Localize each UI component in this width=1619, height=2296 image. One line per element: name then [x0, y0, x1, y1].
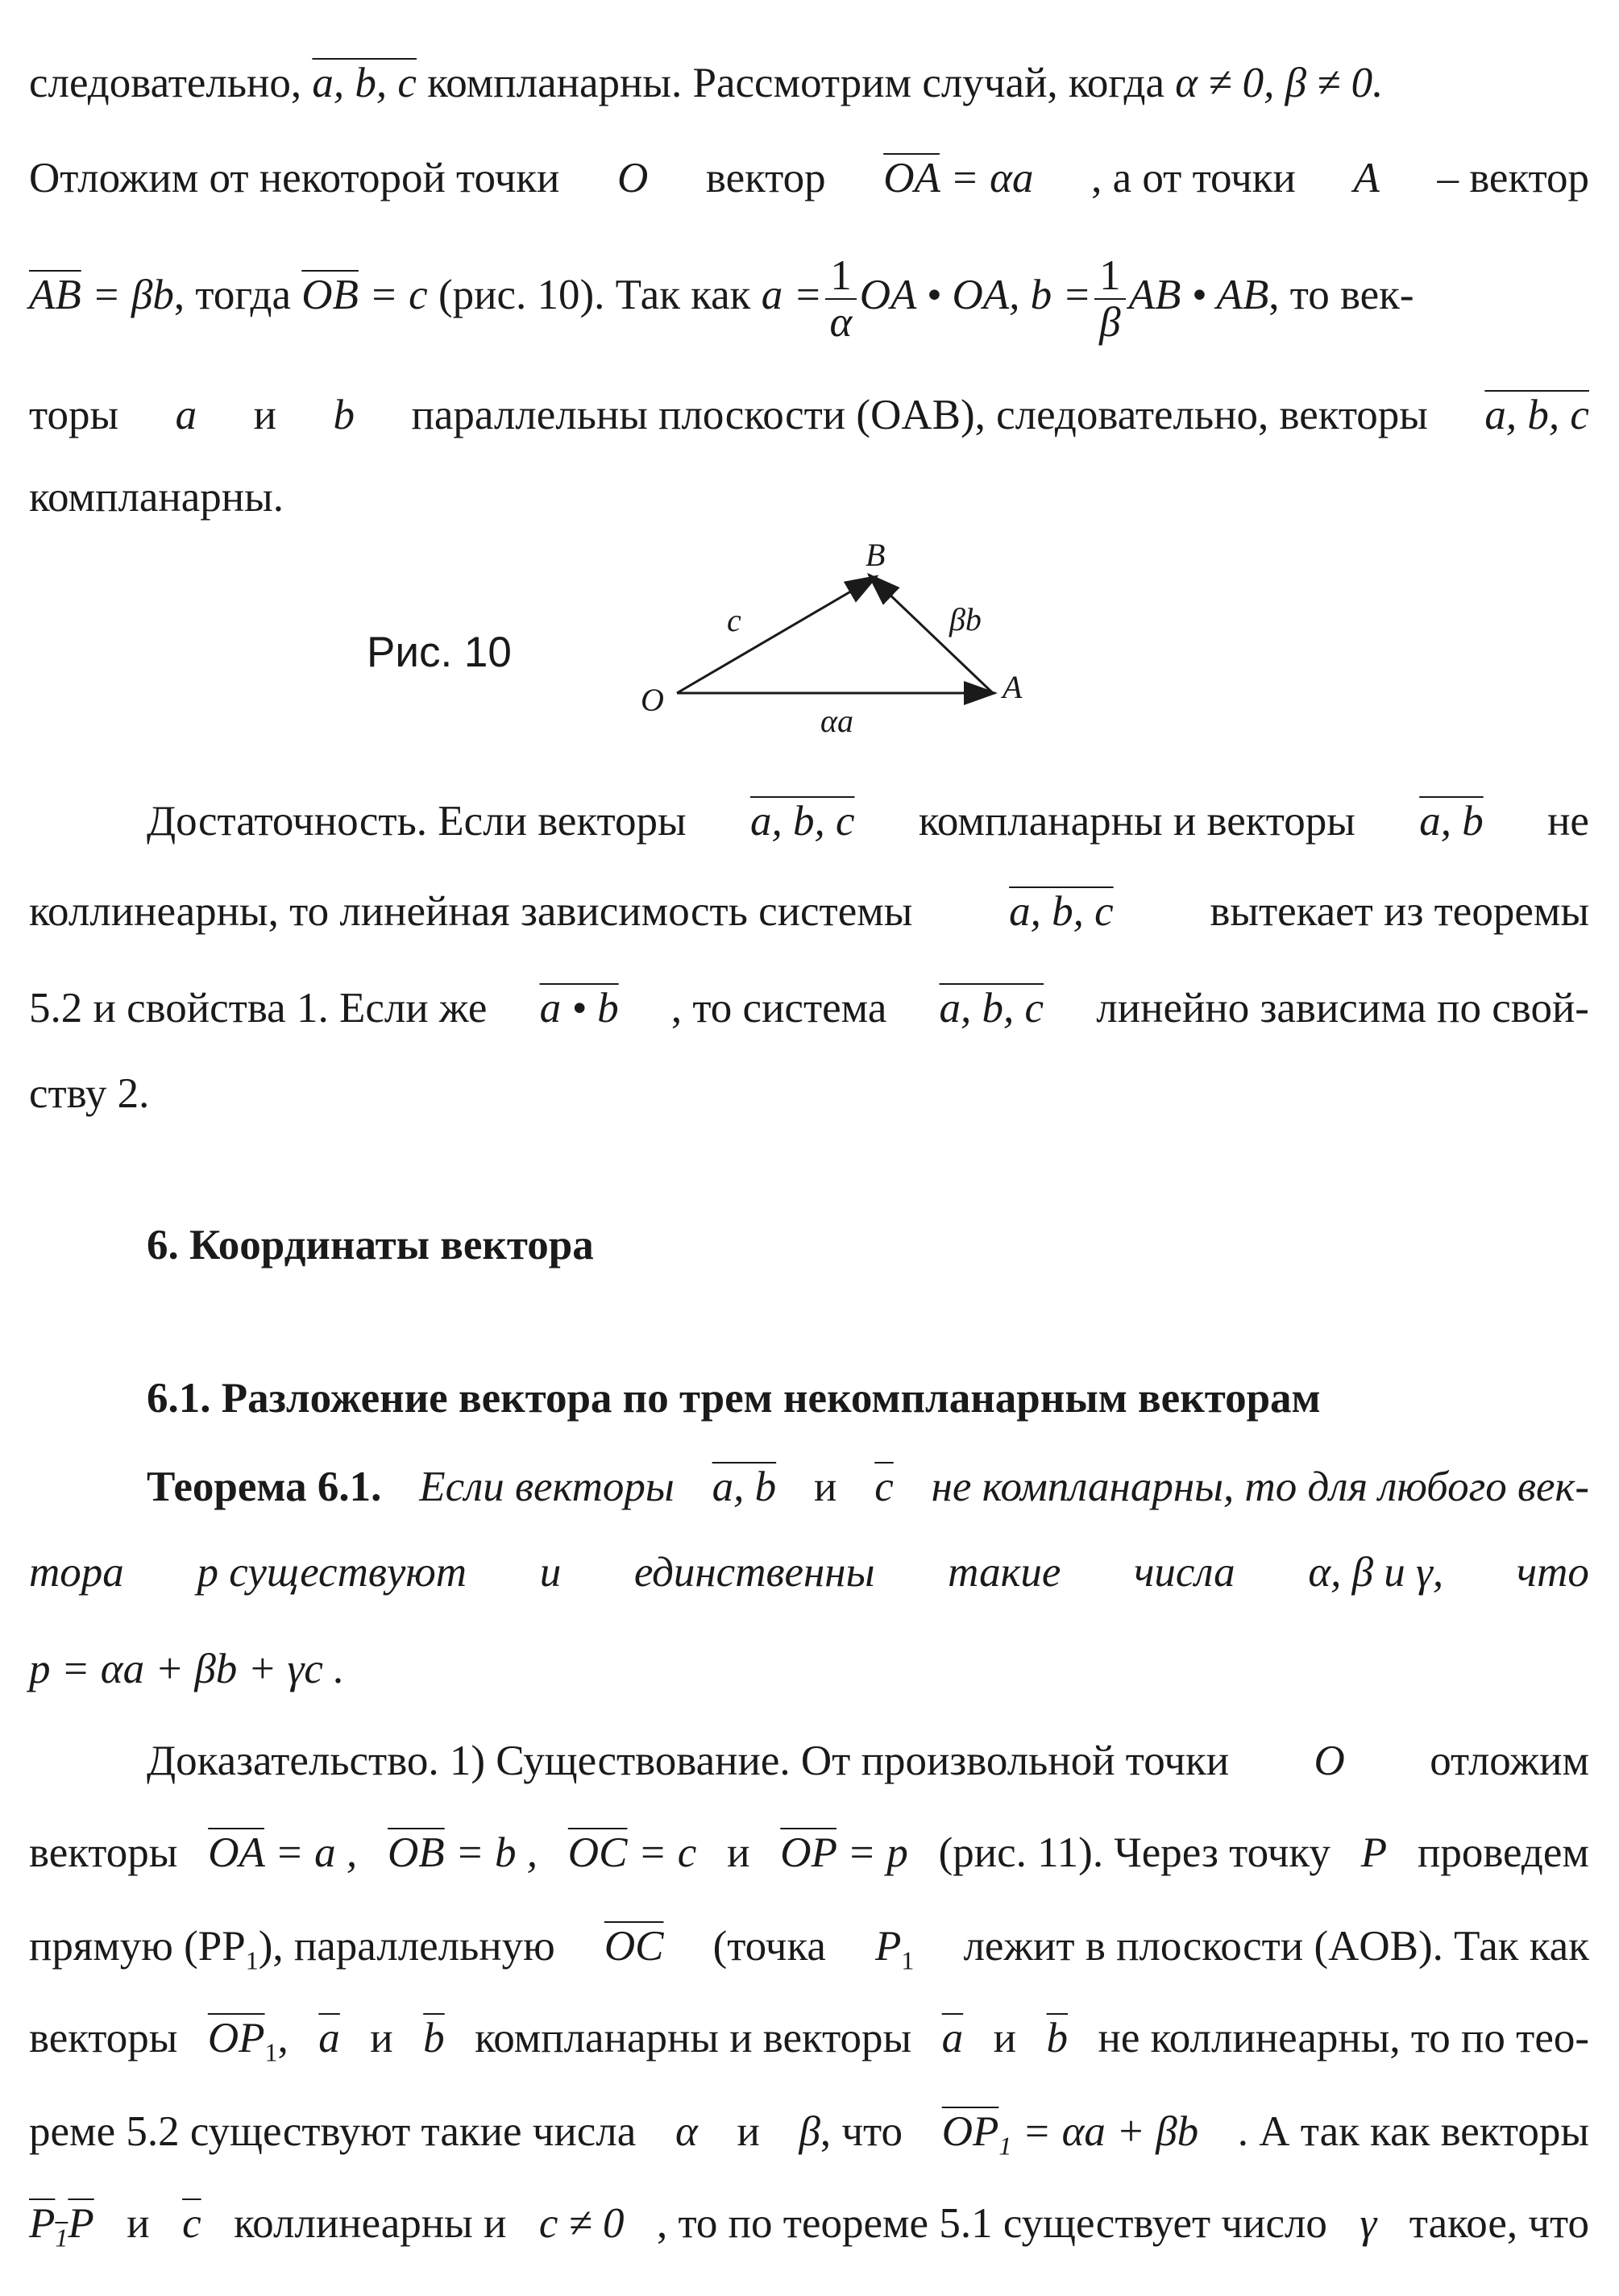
condition: c ≠ 0	[538, 2200, 625, 2247]
text: , то система	[670, 985, 887, 1032]
proof-line-2	[29, 1825, 1589, 1881]
heading-text: 6. Координаты вектора	[147, 1222, 594, 1268]
point-o: O	[1314, 1738, 1345, 1784]
text: . А так как векторы	[1237, 2108, 1589, 2155]
vector-a: $\overline{a}$	[318, 2015, 340, 2061]
vector-b: b	[333, 392, 355, 438]
fraction-denominator: α	[829, 299, 853, 346]
text-line-p2-4	[29, 1065, 1589, 1122]
word: что	[1516, 1549, 1589, 1596]
text: и	[370, 2015, 393, 2061]
vector-ob: $\overline{OB}$	[388, 1829, 445, 1876]
text: вытекает из теоремы	[1210, 888, 1589, 935]
vector-ab: $\overline{AB}$	[29, 272, 81, 319]
text: – вектор	[1437, 155, 1589, 201]
point-p: P	[1360, 1829, 1388, 1876]
vector-b: $\overline{b}$	[1046, 2015, 1069, 2061]
vector-a: a	[175, 392, 197, 438]
text: Отложим от некоторой точки	[29, 155, 560, 201]
text: (точка	[712, 1923, 826, 1970]
text: вектор	[705, 155, 826, 201]
text: и	[737, 2108, 760, 2155]
text: , то по теореме 5.1 существует число	[656, 2200, 1327, 2247]
proof-line-1	[147, 1733, 1589, 1789]
formula: = c	[369, 272, 428, 319]
point-p: P	[29, 2200, 56, 2247]
word: и	[539, 1549, 562, 1596]
text: Достаточность. Если векторы	[147, 798, 687, 845]
vector-oa: $\overline{OA}$	[208, 1829, 264, 1876]
word: числа	[1134, 1549, 1235, 1596]
subscript: 1	[245, 1945, 259, 1975]
text: , то век-	[1268, 272, 1414, 319]
symbol-alpha: α	[675, 2108, 698, 2155]
point-p1: P	[875, 1923, 902, 1970]
symbol-beta: β	[799, 2108, 820, 2155]
formula: = αa	[950, 155, 1034, 201]
proof-line-3	[29, 1918, 1589, 1989]
vector-oc: $\overline{OC}$	[604, 1923, 664, 1970]
word: такие	[948, 1549, 1061, 1596]
text: ,	[277, 2015, 289, 2061]
text: линейно зависима по свой-	[1096, 985, 1589, 1032]
vector-c: $\overline{c}$	[182, 2200, 201, 2247]
point-o: O	[617, 155, 649, 201]
vector-op: $\overline{OP}$	[780, 1829, 836, 1876]
text: реме 5.2 существуют такие числа	[29, 2108, 637, 2155]
heading-text: 6.1. Разложение вектора по трем некомпланарным векторам	[147, 1375, 1321, 1422]
subscript: 1	[264, 2037, 278, 2067]
vector-oa: $\overline{OA}$	[883, 155, 940, 201]
text: , что	[820, 2108, 903, 2155]
formula: a • b	[539, 985, 619, 1032]
text: и	[253, 392, 276, 438]
point-p: P	[68, 2200, 94, 2247]
text: векторы	[29, 1829, 178, 1876]
text: ству 2.	[29, 1070, 150, 1117]
point-a: A	[1353, 155, 1380, 201]
subscript: 1	[55, 2223, 68, 2252]
formula: = a ,	[275, 1829, 358, 1876]
vectors-abc: a, b, c	[312, 60, 417, 106]
text: отложим	[1430, 1738, 1589, 1784]
proof-line-5	[29, 2103, 1589, 2174]
text: компланарны.	[29, 474, 284, 521]
vectors-abc: a, b, c	[1484, 392, 1589, 438]
text: и	[814, 1464, 837, 1510]
formula: = βb	[92, 272, 174, 319]
text: не	[1547, 798, 1589, 845]
formula: OA • OA, b =	[859, 272, 1092, 319]
subsection-heading	[147, 1370, 1589, 1426]
label-b: B	[866, 537, 886, 573]
text: прямую (PP	[29, 1923, 246, 1970]
formula: = b ,	[455, 1829, 538, 1876]
formula: a =	[761, 272, 823, 319]
text: такое, что	[1409, 2200, 1589, 2247]
fraction-numerator: 1	[1094, 253, 1126, 300]
label-alpha-a: αa	[820, 703, 853, 739]
text-line-p2-3	[29, 980, 1589, 1036]
word: тора	[29, 1549, 124, 1596]
text: параллельны плоскости (OAB), следовательно, векторы	[411, 392, 1428, 438]
condition: α ≠ 0, β ≠ 0.	[1175, 60, 1384, 106]
vector-b: $\overline{b}$	[423, 2015, 445, 2061]
theorem-formula	[29, 1641, 1589, 1697]
vectors-abc: a, b, c	[1009, 888, 1114, 935]
fraction-numerator: 1	[825, 253, 857, 300]
text: Доказательство. 1) Существование. От произвольной точки	[147, 1738, 1230, 1784]
text: 5.2 и свойства 1. Если же	[29, 985, 488, 1032]
text: (рис. 11). Через точку	[938, 1829, 1330, 1876]
proof-line-4	[29, 2010, 1589, 2081]
word: единственны	[633, 1549, 875, 1596]
text: торы	[29, 392, 119, 438]
text: и	[127, 2200, 150, 2247]
formula: AB • AB	[1128, 272, 1269, 319]
vectors-ab: a, b	[712, 1464, 777, 1510]
label-o: O	[641, 682, 664, 718]
fraction-denominator: β	[1099, 299, 1121, 346]
vector-c: $\overline{c}$	[874, 1464, 894, 1510]
vector-oc: $\overline{OC}$	[567, 1829, 628, 1876]
subscript: 1	[901, 1945, 915, 1975]
text: ), параллельную	[258, 1923, 555, 1970]
section-heading	[147, 1217, 1589, 1273]
vector-op1: $\overline{OP}$	[941, 2108, 999, 2155]
vector-c-arrow	[677, 576, 877, 693]
text-line-p2-2	[29, 883, 1589, 940]
text: компланарны. Рассмотрим случай, когда	[427, 60, 1164, 106]
text: Если векторы	[419, 1464, 675, 1510]
vectors-ab: a, b	[1419, 798, 1484, 845]
vectors-abc: a, b, c	[749, 798, 855, 845]
text: , тогда	[173, 272, 291, 319]
text-line-p2-1	[147, 793, 1589, 849]
text: следовательно,	[29, 60, 302, 106]
symbol-gamma: γ	[1360, 2200, 1377, 2247]
text: коллинеарны, то линейная зависимость системы	[29, 888, 913, 935]
subscript: 1	[998, 2131, 1012, 2161]
formula: p = αa + βb + γc .	[29, 1646, 345, 1692]
theorem-line-1	[147, 1459, 1589, 1515]
vector-ob: $\overline{OB}$	[301, 272, 359, 319]
label-a: A	[1003, 669, 1023, 705]
text: компланарны и векторы	[918, 798, 1355, 845]
label-beta-b: βb	[949, 601, 982, 637]
word: p существуют	[197, 1549, 467, 1596]
vector-a: $\overline{a}$	[941, 2015, 964, 2061]
word: α, β и γ,	[1308, 1549, 1444, 1596]
text: не компланарны, то для любого век-	[931, 1464, 1589, 1510]
text: и	[727, 1829, 750, 1876]
text: проведем	[1417, 1829, 1589, 1876]
text: векторы	[29, 2015, 178, 2061]
label-c: c	[727, 602, 741, 638]
theorem-label: Теорема 6.1.	[147, 1464, 382, 1510]
text: и	[993, 2015, 1017, 2061]
caption-text: Рис. 10	[367, 629, 512, 676]
theorem-line-2	[29, 1544, 1589, 1601]
text: лежит в плоскости (AOB). Так как	[963, 1923, 1589, 1970]
formula: = p	[847, 1829, 908, 1876]
text: (рис. 10). Так как	[438, 272, 751, 319]
vector-op1: $\overline{OP}$	[207, 2015, 265, 2061]
figure-10-diagram	[0, 0, 1619, 806]
text: не коллинеарны, то по тео-	[1098, 2015, 1589, 2061]
formula: = c	[637, 1829, 697, 1876]
formula: = αa + βb	[1022, 2108, 1199, 2155]
proof-line-6	[29, 2195, 1589, 2266]
text: , а от точки	[1091, 155, 1296, 201]
vectors-abc: a, b, c	[939, 985, 1044, 1032]
text: компланарны и векторы	[475, 2015, 912, 2061]
text: коллинеарны и	[234, 2200, 507, 2247]
